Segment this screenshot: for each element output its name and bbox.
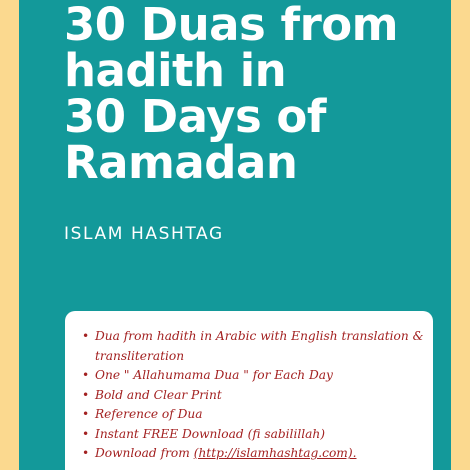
feature-text: One " Allahumama Dua " for Each Day <box>95 368 333 382</box>
feature-item <box>82 405 425 425</box>
feature-item <box>82 425 425 445</box>
feature-text: Bold and Clear Print <box>95 387 222 402</box>
feature-item <box>82 327 425 366</box>
bullet-icon: • <box>82 387 90 402</box>
title-line-1: 30 Duas from <box>64 0 399 51</box>
bullet-icon: • <box>82 368 90 382</box>
bullet-icon: • <box>82 329 90 343</box>
title-line-4: Ramadan <box>64 136 298 189</box>
download-link[interactable]: (http://islamhashtag.com). <box>193 446 357 460</box>
bullet-icon: • <box>82 446 90 460</box>
title-line-3: 30 Days of <box>64 90 326 143</box>
author-name: ISLAM HASHTAG <box>64 224 224 244</box>
features-list <box>65 311 433 464</box>
book-cover <box>19 0 451 470</box>
bullet-icon: • <box>82 407 90 421</box>
feature-text: Instant FREE Download (fi sabilillah) <box>95 426 326 441</box>
feature-item <box>82 386 425 406</box>
feature-text: Dua from hadith in Arabic with English translation & transliteration <box>95 329 424 363</box>
book-title <box>64 0 451 189</box>
download-label: Download from <box>95 446 194 460</box>
feature-item-download <box>82 444 425 464</box>
feature-item <box>82 366 425 386</box>
features-card <box>65 311 433 470</box>
feature-text: Reference of Dua <box>95 407 203 421</box>
title-line-2: hadith in <box>64 44 287 97</box>
bullet-icon: • <box>82 426 90 441</box>
